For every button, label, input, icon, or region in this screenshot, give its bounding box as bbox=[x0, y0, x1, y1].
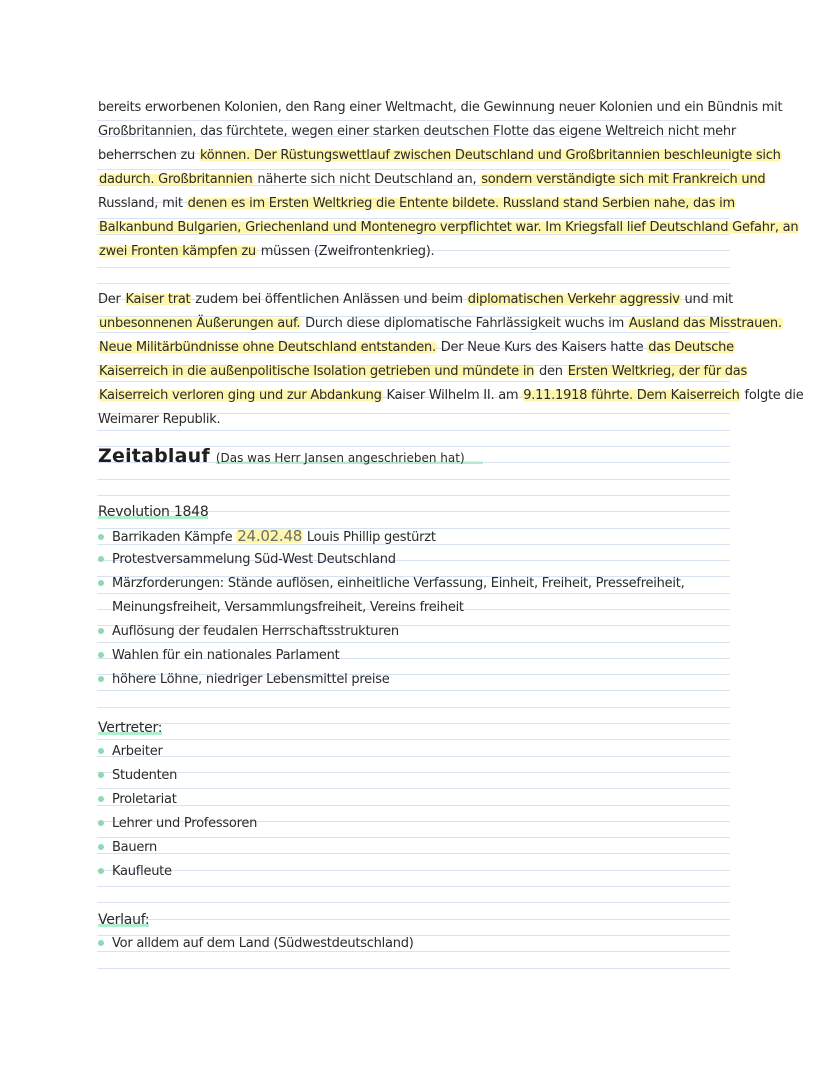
bullet-icon bbox=[98, 652, 104, 658]
text-span: Vor alldem auf dem Land (Südwestdeutschland) bbox=[112, 936, 414, 951]
text-span: den bbox=[535, 364, 567, 379]
ruled-line bbox=[97, 968, 730, 969]
bullet-icon bbox=[98, 748, 104, 754]
text-span: Studenten bbox=[112, 768, 178, 783]
text-span: Der Neue Kurs des Kaisers hatte bbox=[436, 340, 648, 355]
bullet-icon bbox=[98, 868, 104, 874]
text-span: bereits erworbenen Kolonien, den Rang einer Weltmacht, die Gewinnung neuer Kolonien und ein Bündnis mit bbox=[98, 100, 783, 115]
bullet-icon bbox=[98, 796, 104, 802]
list-item-continuation bbox=[98, 596, 738, 620]
verlauf-title: Verlauf: bbox=[98, 912, 150, 928]
paragraph-weltpolitik bbox=[98, 96, 799, 264]
highlighted-date: 24.02.48 bbox=[237, 527, 303, 545]
list-item bbox=[98, 860, 738, 884]
text-line bbox=[98, 336, 738, 360]
text-span: Bauern bbox=[112, 840, 157, 855]
text-span: Der bbox=[98, 292, 125, 307]
highlighted-text: Ersten Weltkrieg, der für das bbox=[567, 364, 748, 379]
bullet-icon bbox=[98, 772, 104, 778]
text-span: Russland, mit bbox=[98, 196, 187, 211]
highlighted-text: Kaiser trat bbox=[125, 292, 191, 307]
list-item bbox=[98, 812, 738, 836]
revolution-section bbox=[98, 500, 738, 692]
text-span: Proletariat bbox=[112, 792, 177, 807]
list-item bbox=[98, 572, 738, 596]
text-line bbox=[98, 168, 766, 192]
text-line bbox=[98, 216, 799, 240]
text-line bbox=[98, 408, 738, 432]
highlighted-text: diplomatischen Verkehr aggressiv bbox=[467, 292, 680, 307]
text-span: folgte die bbox=[740, 388, 804, 403]
vertreter-title: Vertreter: bbox=[98, 720, 163, 736]
list-item bbox=[98, 524, 738, 548]
section-heading bbox=[98, 436, 738, 476]
list-item bbox=[98, 548, 738, 572]
list-item bbox=[98, 764, 738, 788]
spacer bbox=[98, 476, 738, 500]
text-span: Wahlen für ein nationales Parlament bbox=[112, 648, 340, 663]
text-span: Durch diese diplomatische Fahrlässigkeit wuchs im bbox=[301, 316, 628, 331]
bullet-icon bbox=[98, 676, 104, 682]
bullet-icon bbox=[98, 844, 104, 850]
text-span: Großbritannien, das fürchtete, wegen einer starken deutschen Flotte das eigene Weltreich nicht mehr bbox=[98, 124, 736, 139]
list-item bbox=[98, 932, 738, 956]
text-span: Barrikaden Kämpfe bbox=[112, 530, 237, 545]
text-line bbox=[98, 240, 738, 264]
bullet-icon bbox=[98, 940, 104, 946]
list-item bbox=[98, 668, 738, 692]
verlauf-section bbox=[98, 908, 738, 956]
text-line bbox=[98, 144, 781, 168]
vertreter-title-line bbox=[98, 716, 738, 740]
highlighted-text: das Deutsche bbox=[648, 340, 734, 355]
text-line bbox=[98, 384, 804, 408]
vertreter-section bbox=[98, 716, 738, 884]
text-span: Meinungsfreiheit, Versammlungsfreiheit, Vereins freiheit bbox=[112, 600, 464, 615]
bullet-icon bbox=[98, 820, 104, 826]
text-span: Kaiser Wilhelm II. am bbox=[382, 388, 523, 403]
highlighted-text: zwei Fronten kämpfen zu bbox=[99, 244, 256, 259]
revolution-title: Revolution 1848 bbox=[98, 504, 209, 520]
text-span: Protestversammelung Süd-West Deutschland bbox=[112, 552, 396, 567]
text-line bbox=[98, 288, 738, 312]
highlighted-text: Neue Militärbündnisse ohne Deutschland entstanden. bbox=[99, 340, 436, 355]
text-line bbox=[98, 360, 748, 384]
bullet-icon bbox=[98, 628, 104, 634]
spacer bbox=[98, 264, 738, 288]
highlighted-text: Kaiserreich in die außenpolitische Isolation getrieben und mündete in bbox=[99, 364, 535, 379]
highlighted-text: 9.11.1918 führte. Dem Kaiserreich bbox=[523, 388, 740, 403]
list-item bbox=[98, 836, 738, 860]
bullet-icon bbox=[98, 580, 104, 586]
text-span: zudem bei öffentlichen Anlässen und beim bbox=[191, 292, 467, 307]
highlighted-text: unbesonnenen Äußerungen auf. bbox=[99, 316, 301, 331]
text-line bbox=[98, 120, 738, 144]
text-span: Kaufleute bbox=[112, 864, 172, 879]
list-item bbox=[98, 740, 738, 764]
text-span: höhere Löhne, niedriger Lebensmittel preise bbox=[112, 672, 390, 687]
revolution-title-line bbox=[98, 500, 738, 524]
heading-title: Zeitablauf bbox=[98, 445, 210, 467]
text-span: näherte sich nicht Deutschland an, bbox=[253, 172, 481, 187]
list-item bbox=[98, 644, 738, 668]
spacer bbox=[98, 692, 738, 716]
highlighted-text: Kaiserreich verloren ging und zur Abdankung bbox=[99, 388, 382, 403]
text-line bbox=[98, 192, 738, 216]
list-item bbox=[98, 620, 738, 644]
notes-content bbox=[98, 96, 804, 956]
text-span: Auflösung der feudalen Herrschaftsstrukturen bbox=[112, 624, 399, 639]
text-span: Arbeiter bbox=[112, 744, 163, 759]
highlighted-text: Ausland das Misstrauen. bbox=[628, 316, 782, 331]
text-span: Louis Phillip gestürzt bbox=[303, 530, 436, 545]
highlighted-text: denen es im Ersten Weltkrieg die Entente bildete. Russland stand Serbien nahe, das im bbox=[187, 196, 735, 211]
highlighted-text: sondern verständigte sich mit Frankreich und bbox=[481, 172, 766, 187]
highlighted-text: können. Der Rüstungswettlauf zwischen Deutschland und Großbritannien beschleunigte sich bbox=[199, 148, 781, 163]
heading-note: (Das was Herr Jansen angeschrieben hat) bbox=[216, 451, 483, 465]
highlighted-text: dadurch. Großbritannien bbox=[99, 172, 253, 187]
spacer bbox=[98, 884, 738, 908]
text-line bbox=[98, 312, 782, 336]
text-span: Weimarer Republik. bbox=[98, 412, 221, 427]
bullet-icon bbox=[98, 556, 104, 562]
text-line bbox=[98, 96, 783, 120]
paragraph-kaiser bbox=[98, 288, 804, 432]
text-span: Lehrer und Professoren bbox=[112, 816, 258, 831]
text-span: Märzforderungen: Stände auflösen, einheitliche Verfassung, Einheit, Freiheit, Pressefreiheit, bbox=[112, 576, 685, 591]
list-item bbox=[98, 788, 738, 812]
verlauf-title-line bbox=[98, 908, 738, 932]
text-span: müssen (Zweifrontenkrieg). bbox=[256, 244, 435, 259]
text-span: beherrschen zu bbox=[98, 148, 199, 163]
text-span: und mit bbox=[680, 292, 734, 307]
highlighted-text: Balkanbund Bulgarien, Griechenland und Montenegro verpflichtet war. Im Kriegsfall lief Deutschland Gefahr, an bbox=[99, 220, 799, 235]
bullet-icon bbox=[98, 534, 104, 540]
